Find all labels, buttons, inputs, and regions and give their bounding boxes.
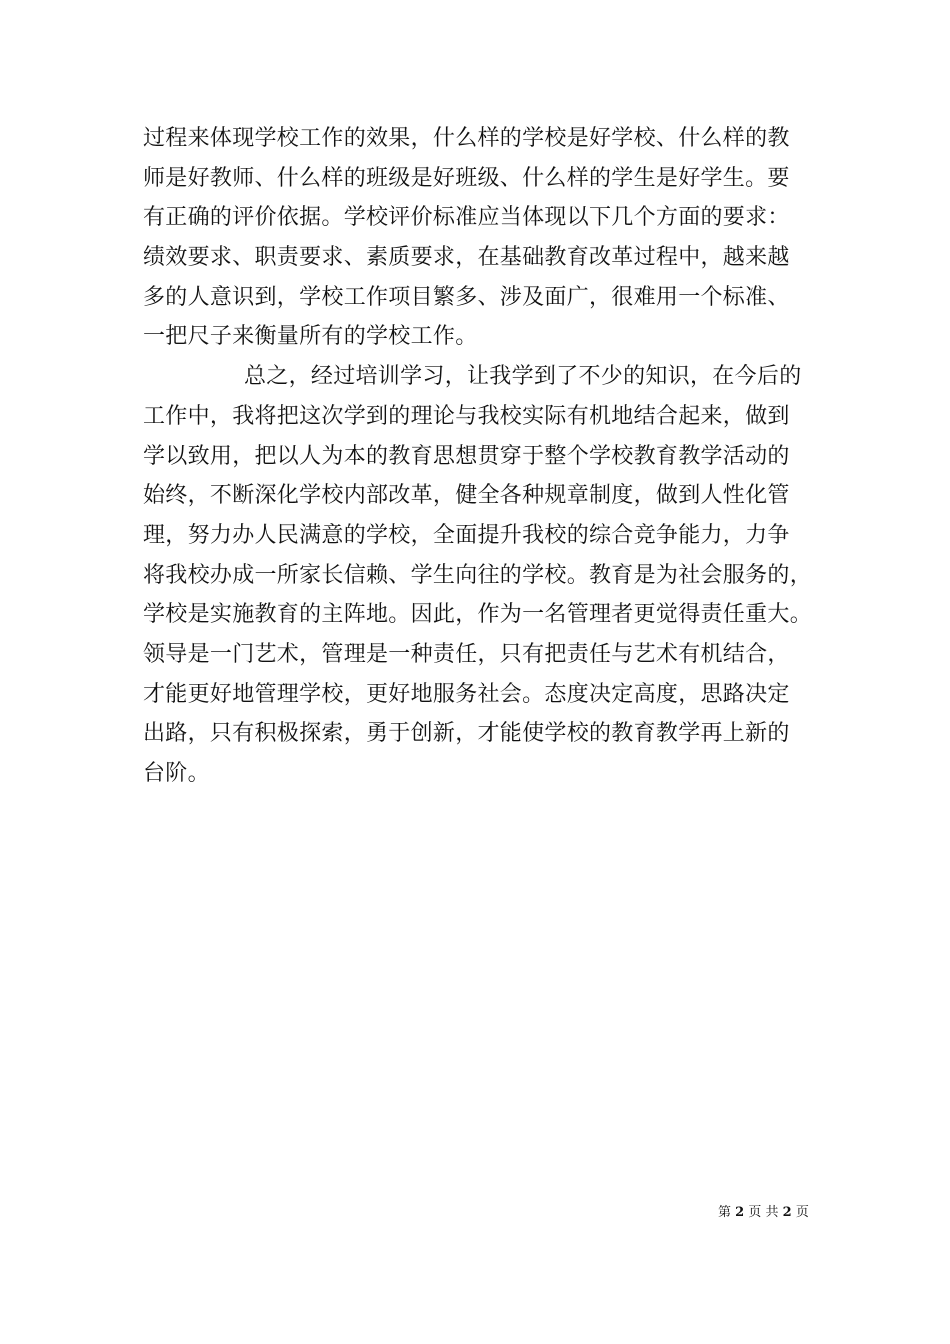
footer-prefix: 第 [718,1205,732,1220]
document-body [143,119,833,794]
text-line: 多的人意识到，学校工作项目繁多、涉及面广，很难用一个标准、 [143,284,790,310]
paragraph-start-line: 总之，经过培训学习，让我学到了不少的知识，在今后的 [244,364,802,390]
text-line: 台阶。 [143,761,210,786]
text-line: 将我校办成一所家长信赖、学生向往的学校。教育是为社会服务的， [143,562,813,588]
text-line: 学校是实施教育的主阵地。因此，作为一名管理者更觉得责任重大。 [143,602,813,628]
text-line: 学以致用，把以人为本的教育思想贯穿于整个学校教育教学活动的 [143,443,790,469]
text-line: 领导是一门艺术，管理是一种责任，只有把责任与艺术有机结合， [143,641,790,667]
current-page-number: 2 [735,1205,745,1220]
text-line: 一把尺子来衡量所有的学校工作。 [143,324,478,350]
text-line: 师是好教师、什么样的班级是好班级、什么样的学生是好学生。要 [143,165,790,191]
text-line: 工作中，我将把这次学到的理论与我校实际有机地结合起来，做到 [143,403,790,429]
text-line: 有正确的评价依据。学校评价标准应当体现以下几个方面的要求： [143,205,790,231]
text-line: 才能更好地管理学校，更好地服务社会。态度决定高度，思路决定 [143,681,790,707]
text-line: 理，努力办人民满意的学校，全面提升我校的综合竞争能力，力争 [143,522,790,548]
text-line: 始终，不断深化学校内部改革，健全各种规章制度，做到人性化管 [143,483,790,509]
total-pages-number: 2 [782,1205,792,1220]
text-line: 过程来体现学校工作的效果，什么样的学校是好学校、什么样的教 [143,126,790,151]
page-footer [718,1203,809,1223]
footer-suffix: 页 [795,1205,809,1220]
text-line: 绩效要求、职责要求、素质要求，在基础教育改革过程中，越来越 [143,245,790,271]
text-line: 出路，只有积极探索，勇于创新，才能使学校的教育教学再上新的 [143,721,790,747]
footer-middle: 页 共 [748,1205,779,1220]
